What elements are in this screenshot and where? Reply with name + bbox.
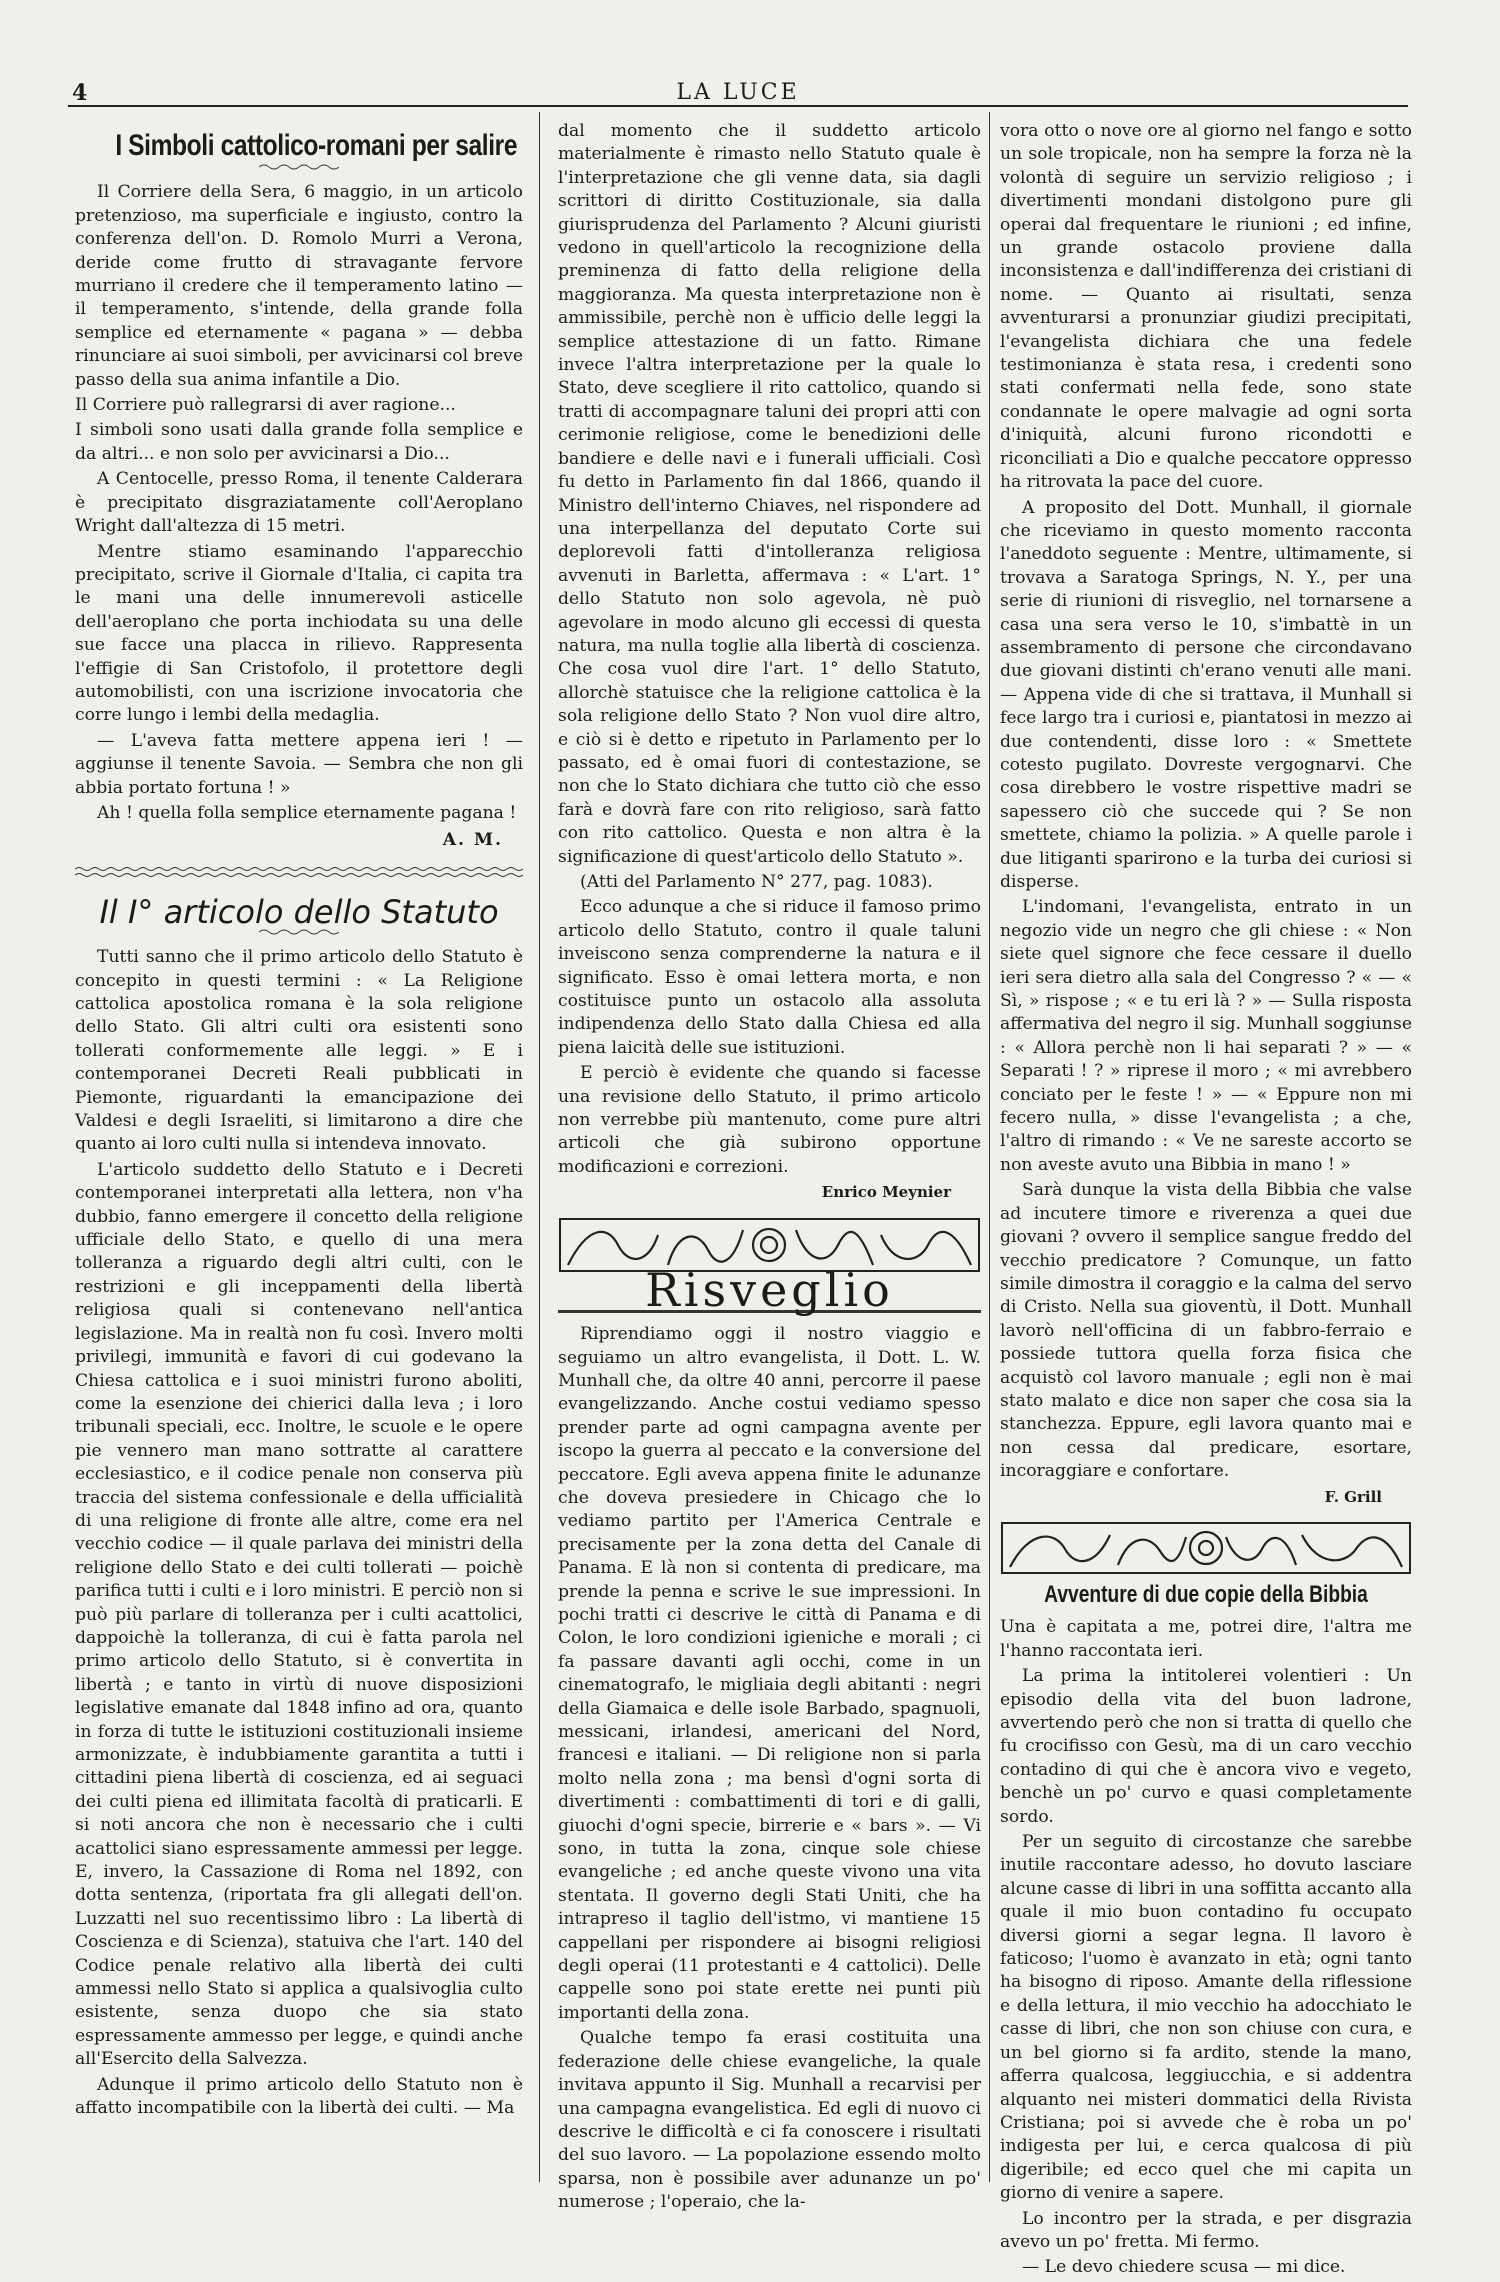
paragraph: L'indomani, l'evangelista, entrato in un negozio vide un negro che gli chiese : « Non siete quel signore che fece cessare il duello ieri sera dietro alla sala del Congresso ? « — « Sì, » rispose ; « e tu eri là ? » — Sulla risposta affermativa del negro il sig. Munhall soggiunse : « Allora perchè non li hai separati ? » — « Separati ! ? » riprese il moro ; « mi avrebbero conciato per le feste ! » — « Eppure non mi fecero nulla, » disse l'evangelista ; a che, l'altro di rimando : « Ve ne sareste accorto se non aveste avuto una Bibbia in mano ! » [1000,897,1412,1175]
paragraph: (Atti del Parlamento N° 277, pag. 1083). [580,872,933,892]
double-wave-separator [75,865,523,879]
paragraph: Sarà dunque la vista della Bibbia che valse ad incutere timore e riverenza a quei due giovani ? ovvero il semplice sangue freddo del vecchio predicatore ? Comunque, un fatto simile dimostra il coraggio e la calma del servo di Cristo. Nella sua gioventù, il Dott. Munhall lavorò nell'officina di un fabbro-ferraio e possiede tuttora quella forza fisica che acquistò col lavoro manuale ; egli non è mai stato malato e dice non saper che cosa sia la stanchezza. Eppure, egli lavora quanto mai e non cessa dal predicare, esortare, incoraggiare e confortare. [1000,1180,1412,1482]
page-number: 4 [72,80,88,106]
article-title-statuto: Il I° articolo dello Statuto [99,892,499,931]
paragraph: Lo incontro per la strada, e per disgrazia avevo un po' fretta. Mi fermo. [1000,2208,1412,2252]
paragraph: dal momento che il suddetto articolo materialmente è rimasto nello Statuto quale è l'interpretazione che gli venne data, sia dagli scrittori di diritto Costituzionale, sia dalla giurisprudenza del Parlamento ? Alcuni giuristi vedono in quell'articolo la recognizione della preminenza di fatto della religione della maggioranza. Ma questa interpretazione non è ammissibile, perchè non è ufficio delle leggi la semplice attestazione di un fatto. Rimane invece l'altra interpretazione per la quale lo Stato, deve scegliere il rito cattolico, quando si tratti di accompagnare taluni dei propri atti con cerimonie religiose, come le benedizioni delle bandiere e delle navi e i funerali ufficiali. Così fu detto in Parlamento fin dal 1866, quando il Ministro dell'interno Chiaves, nel rispondere ad una interpellanza del deputato Corte sui deplorevoli fatti d'intolleranza religiosa avvenuti in Barletta, affermava : « L'art. 1° dello Statuto non solo agevola, nè può agevolare in modo alcuno gli eccessi di questa natura, ma nulla toglie alla libertà di coscienza. Che cosa vuol dire l'art. 1° dello Statuto, allorchè statuisce che la religione cattolica è la sola religione dello Stato ? Non vuol dire altro, e ciò si è detto e ripetuto in Parlamento per lo passato, ed è omai fuori di contestazione, se non che lo Stato dichiara che tutto ciò che esso farà e dovrà fare con rito religioso, sarà fatto con rito cattolico. Questa e non altra è la significazione di quest'articolo dello Statuto ». [558,121,981,867]
paragraph: Mentre stiamo esaminando l'apparecchio precipitato, scrive il Giornale d'Italia, ci capita tra le mani una delle innumerevoli asticelle dell'aeroplano che porta inchiodata su una delle sue facce una placca in rilievo. Rappresenta l'effigie di San Cristofolo, il protettore degli automobilisti, con una iscrizione invocatoria che corre lungo i lembi della medaglia. [75,541,523,726]
paragraph: Il Corriere può rallegrarsi di aver ragione... [75,395,456,416]
paragraph: A Centocelle, presso Roma, il tenente Calderara è precipitato disgraziatamente coll'Aeroplano Wright dall'altezza di 15 metri. [75,469,523,537]
paragraph: I simboli sono usati dalla grande folla semplice e da altri... e non solo per avvicinarsi a Dio... [75,420,523,464]
column-divider [989,112,990,2182]
paragraph: Ah ! quella folla semplice eternamente pagana ! [97,802,517,823]
signature-am: A. M. [442,830,503,851]
paragraph: Per un seguito di circostanze che sarebbe inutile raccontare adesso, ho dovuto lasciare alcune casse di libri in una soffitta accanto alla quale il mio buon contadino fu occupato diversi giorni a segar legna. Il lavoro è faticoso; l'uomo è avanzato in età; ogni tanto ha bisogno di riposo. Amante della riflessione e della lettura, il mio vecchio ha adocchiato le casse di libri, che non son chiuse con cura, e un bel giorno si fa ardito, stende la mano, afferra qualcosa, leggiucchia, e si addentra alquanto nei misteri dommatici della Rivista Cristiana; poi si avvede che è roba un po' indigesta per lui, e cerca qualcosa di più digeribile; ed ecco quel che mi capita un giorno di venire a sapere. [1000,1832,1412,2204]
column-divider [539,112,540,2182]
paragraph: vora otto o nove ore al giorno nel fango e sotto un sole tropicale, non ha sempre la forza nè la volontà di seguire un servizio religioso ; i divertimenti mondani distolgono pure gli operai dal frequentare le riunioni ; ed infine, un grande ostacolo proviene dalla inconsistenza e dall'indifferenza dei cristiani di nome. — Quanto ai risultati, senza avventurarsi a pronunziar giudizi precipitati, l'evangelista dichiara che una fedele testimonianza è stata resa, i credenti sono stati confermati nella fede, sono state condannate le opere malvagie ad ogni sorta d'iniquità, alcuni furono ricondotti e riconciliati a Dio e qualche peccatore oppresso ha ritrovata la pace del cuore. [1000,121,1412,493]
paragraph: Il Corriere della Sera, 6 maggio, in un articolo pretenzioso, ma superficiale e ingiusto, contro la conferenza dell'on. D. Romolo Murri a Verona, deride come frutto di stravagante fervore murriano il credere che il temperamento latino — il temperamento, s'intende, della grande folla semplice ed eternamente « pagana » — debba rinunciare ai suoi simboli, per avvicinarsi col breve passo della sua anima infantile a Dio. [75,182,523,390]
article-title-simboli: I Simboli cattolico-romani per salire [115,129,518,162]
paragraph: — L'aveva fatta mettere appena ieri ! — aggiunse il tenente Savoia. — Sembra che non gli abbia portato fortuna ! » [75,730,523,798]
paragraph: Ecco adunque a che si riduce il famoso primo articolo dello Statuto, contro il quale taluni inveiscono senza comprenderne la natura e il significato. Esso è omai lettera morta, e non costituisce punto un ostacolo alla assoluta indipendenza dello Stato dalla Chiesa ed alla piena laicità delle sue istituzioni. [558,897,981,1058]
page-header [68,70,1408,104]
article-title-risveglio: Risveglio [645,1262,894,1317]
wavy-rule-ornament [259,163,339,171]
column-2 [558,120,981,2217]
paragraph: A proposito del Dott. Munhall, il giornale che riceviamo in questo momento racconta l'aneddoto seguente : Mentre, ultimamente, si trovava a Saratoga Springs, N. Y., per una serie di riunioni di risveglio, nel tornarsene a casa una sera verso le 10, s'imbattè in un assembramento di persone che circondavano due giovani distinti ch'erano venuti alle mani. — Appena vide di che si trattava, il Munhall si fece largo tra i curiosi e, piantatosi in mezzo ai due contendenti, disse loro : « Smettete cotesto pugilato. Dovreste vergognarvi. Che cosa direbbero le vostre rispettive madri se sapessero ciò che succede qui ? Se non smettete, chiamo la polizia. » A quelle parole i due litiganti sparirono e la turba dei curiosi si disperse. [1000,497,1412,892]
paragraph: Qualche tempo fa erasi costituita una federazione delle chiese evangeliche, la quale invitava appunto il Sig. Munhall a recarvisi per una campagna evangelistica. Ed egli di nuovo ci descrive le difficoltà e ci fa conoscere i risultati del suo lavoro. — La popolazione essendo molto sparsa, non è possibile aver adunanze un po' numerose ; l'operaio, che la- [558,2028,981,2213]
paragraph: E perciò è evidente che quando si facesse una revisione dello Statuto, il primo articolo non verrebbe più mantenuto, come pure altri articoli che già subirono opportune modificazioni e correzioni. [558,1063,981,1177]
paragraph: — Le devo chiedere scusa — mi dice. [1022,2257,1346,2278]
signature-meynier: Enrico Meynier [821,1183,951,1202]
paragraph: Adunque il primo articolo dello Statuto non è affatto incompatibile con la libertà dei culti. — Ma [75,2074,523,2119]
paragraph: Riprendiamo oggi il nostro viaggio e seguiamo un altro evangelista, il Dott. L. W. Munhall che, da oltre 40 anni, percorre il paese evangelizzando. Anche costui vediamo spesso prender parte ad ogni campagna avente per iscopo la guerra al peccato e la conversione del peccatore. Egli aveva appena finite le adunanze che doveva presiedere in Chicago che lo vediamo partito per l'America Centrale e precisamente per la zona detta del Canale di Panama. E là non si contenta di predicare, ma prende la penna e scrive le sue impressioni. In pochi tratti ci descrive le città di Panama e di Colon, le loro condizioni igieniche e morali ; ci fa passare davanti agli occhi, come in un cinematografo, le migliaia degli abitanti : negri della Giamaica e delle isole Barbado, spagnuoli, messicani, irlandesi, americani del Nord, francesi e italiani. — Di religione non si parla molto nella zona ; ma bensì d'ogni sorta di divertimenti : combattimenti di tori e di galli, giuochi d'ogni specie, birrerie e « bars ». — Vi sono, in tutta la zona, cinque sole chiese evangeliche ; ed anche queste vivono una vita stentata. Il governo degli Stati Uniti, che ha intrapreso il taglio dell'istmo, vi mantiene 15 cappellani per rispondere ai bisogni religiosi degli operai (11 protestanti e 4 cattolici). Delle cappelle sono poi state erette nei punti più importanti della zona. [558,1324,981,2023]
paragraph: Tutti sanno che il primo articolo dello Statuto è concepito in questi termini : « La Religione cattolica apostolica romana è la sola religione dello Stato. Gli altri culti ora esistenti sono tollerati conformemente alle leggi. » E i contemporanei Decreti Reali pubblicati in Piemonte, riguardanti la emancipazione dei Valdesi e degli Israeliti, si limitarono a dire che quanto ai loro culti nulla si intendeva innovato. [75,947,523,1155]
floral-ornament-banner [1000,1519,1412,1577]
article-title-avventure: Avventure di due copie della Bibbia [1044,1580,1368,1608]
column-1 [75,120,523,2123]
paragraph: Una è capitata a me, potrei dire, l'altra me l'hanno raccontata ieri. [1000,1617,1412,1661]
signature-grill: F. Grill [1324,1487,1382,1506]
header-rule [68,105,1408,107]
paragraph: L'articolo suddetto dello Statuto e i Decreti contemporanei interpretati alla lettera, non v'ha dubbio, fanno emergere il concetto della religione ufficiale dello Stato, e quello di una mera tolleranza a riguardo degli altri culti, con le restrizioni e gli inceppamenti della libertà religiosa quali si contenevano nell'antica legislazione. Ma in realtà non fu così. Invero molti privilegi, immunità e favori di cui godevano la Chiesa cattolica e i suoi ministri furono aboliti, come la esenzione dei chierici dalla leva ; i loro tribunali speciali, ecc. Inoltre, le scuole e le opere pie vennero man mano sottratte al carattere ecclesiastico, e il codice penale non conserva più traccia del sistema confessionale e della ufficialità di una religione di fronte alle altre, come era nel vecchio codice — il quale parlava dei ministri della religione dello Stato e dei culti tollerati — poichè parifica tutti i culti e i loro ministri. E perciò non si può più parlare di tolleranza per i culti acattolici, dappoichè la tolleranza, di cui è fatta parola nel primo articolo dello Statuto, si è convertita in libertà ; e tanto in virtù di nuove disposizioni legislative emanate dal 1848 infino ad ora, quanto in forza di tutte le istituzioni costituzionali insieme armonizzate, è indubbiamente garantita a tutti i cittadini piena libertà di coscienza, ed ai seguaci dei culti piena ed illimitata facoltà di praticarli. E si noti ancora che non è necessario che i culti acattolici siano espressamente ammessi per legge. E, invero, la Cassazione di Roma nel 1892, con dotta sentenza, (riportata fra gli allegati dell'on. Luzzatti nel suo recentissimo libro : La libertà di Coscienza e di Scienza), statuiva che l'art. 140 del Codice penale relativo alla libertà dei culti ammessi nello Stato si applica a qualsivoglia culto esistente, senza duopo che sia stato espressamente ammesso per legge, e quindi anche all'Esercito della Salvezza. [75,1159,523,2070]
column-3 [1000,120,1412,2282]
paragraph: La prima la intitolerei volentieri : Un episodio della vita del buon ladrone, avvertendo però che non si tratta di quello che fu crocifisso con Gesù, ma di un caro vecchio contadino di qui che è ancora vivo e vegeto, benchè un po' curvo e quasi completamente sordo. [1000,1666,1412,1827]
masthead: LA LUCE [676,80,800,105]
